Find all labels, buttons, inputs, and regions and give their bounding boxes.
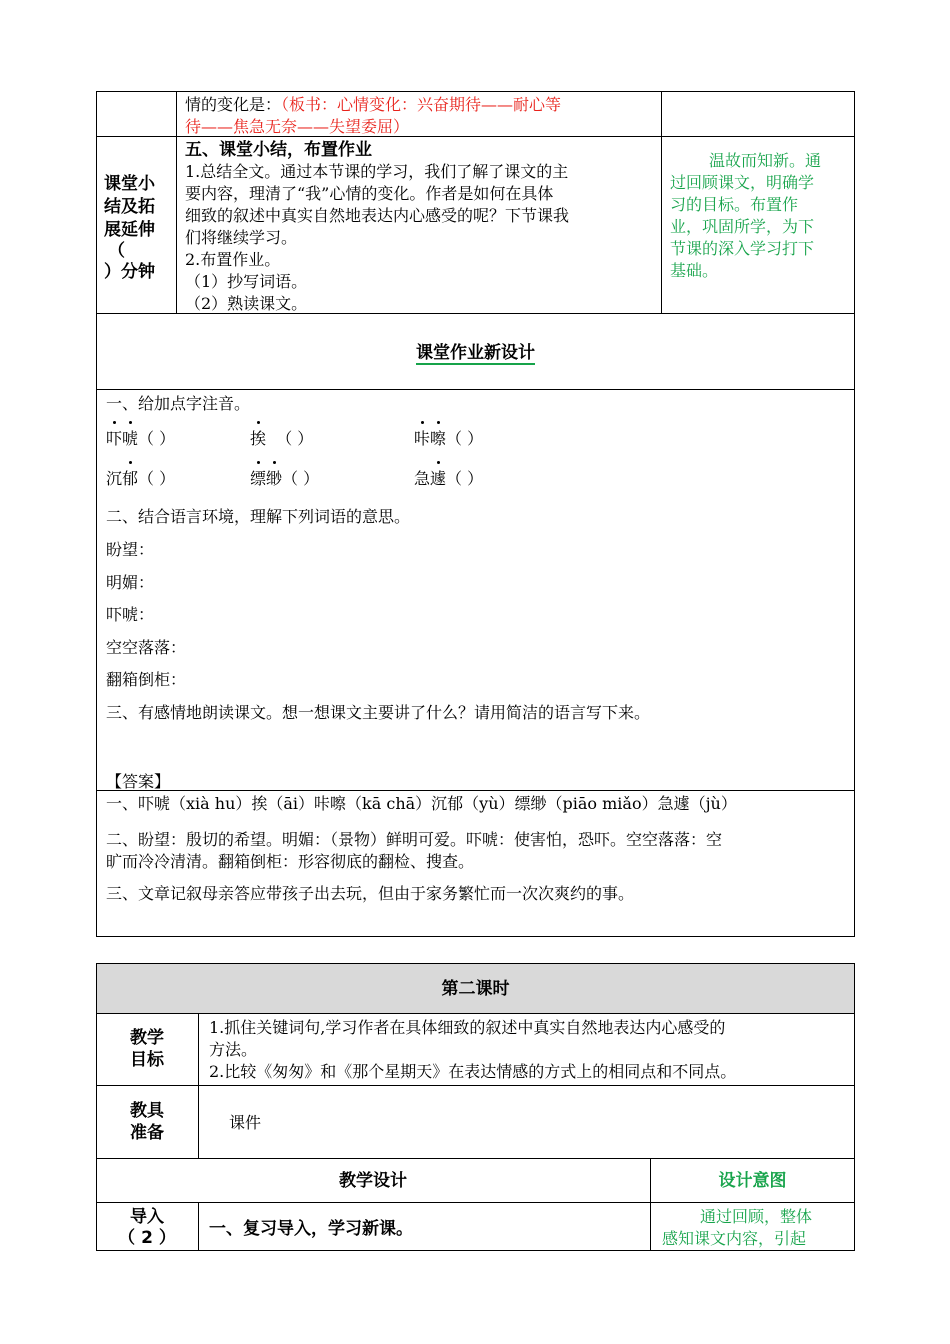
intro-intent-line: 感知课文内容，引起 [662, 1229, 807, 1248]
q1-item [250, 468, 319, 490]
intent-line: 业，巩固所学，为下 [670, 217, 815, 236]
board-note: （板书：心情变化：兴奋期待——耐心等 [281, 95, 562, 114]
table1-border-left [96, 91, 97, 937]
dotted-char: 遽 [430, 469, 447, 488]
intent-header: 设计意图 [718, 1171, 787, 1191]
homework-title-cell [96, 342, 855, 364]
intro-text: 一、复习导入，学习新课。 [209, 1219, 413, 1239]
tools-label-2: 准备 [130, 1123, 164, 1143]
answer-line-4: 三、文章记叙母亲答应带孩子出去玩，但由于家务繁忙而一次次爽约的事。 [106, 884, 635, 903]
dotted-char: 咔 [414, 429, 431, 448]
table2-row-divider [96, 1158, 855, 1159]
answer-blank: （ ） [282, 469, 320, 488]
q1-item [414, 468, 483, 490]
table1-row-divider [96, 389, 855, 390]
answer-blank: （ ） [138, 429, 176, 448]
q2-word: 盼望： [106, 540, 155, 559]
answer-blank: （ ） [276, 429, 314, 448]
q1-item [106, 468, 175, 490]
q2-word: 明媚： [106, 573, 155, 592]
intent-line: 过回顾课文，明确学 [670, 173, 815, 192]
intent-line: 习的目标。布置作 [670, 195, 799, 214]
summary-label-1: 课堂小 [104, 174, 155, 194]
summary-label-3: 展延伸 [104, 220, 155, 240]
tools-value: 课件 [229, 1113, 262, 1132]
q2-word: 翻箱倒柜： [106, 670, 187, 689]
table1-border-right [854, 91, 855, 937]
table1-border-bottom [96, 936, 855, 937]
table2-col-divider [198, 1202, 199, 1251]
answer-blank: （ ） [138, 469, 176, 488]
summary-line: 要内容，理清了“我”心情的变化。作者是如何在具体 [185, 184, 554, 203]
answer-line-3: 旷而冷冷清清。翻箱倒柜：形容彻底的翻检、搜查。 [106, 852, 475, 871]
tools-label-1: 教具 [130, 1101, 164, 1121]
q1-title: 一、给加点字注音。 [106, 394, 251, 413]
table2-col-divider [198, 1013, 199, 1158]
table2-row-divider [96, 1202, 855, 1203]
intro-label-1: 导入 [130, 1207, 164, 1227]
goal-line: 2.比较《匆匆》和《那个星期天》在表达情感的方式上的相同点和不同点。 [209, 1062, 737, 1081]
dotted-char: 挨 [250, 429, 267, 448]
intent-line: 基础。 [670, 261, 719, 280]
q2-title: 二、结合语言环境，理解下列词语的意思。 [106, 507, 411, 526]
dotted-char: 缈 [266, 469, 283, 488]
plain-char: 沉 [106, 469, 123, 488]
lesson2-title: 第二课时 [441, 979, 510, 999]
summary-line: （1）抄写词语。 [185, 272, 308, 291]
summary-line: 细致的叙述中真实自然地表达内心感受的呢？下节课我 [185, 206, 570, 225]
goal-line: 1.抓住关键词句,学习作者在具体细致的叙述中真实自然地表达内心感受的 [209, 1018, 726, 1037]
q1-item [106, 428, 175, 450]
summary-line: 2.布置作业。 [185, 250, 281, 269]
table1-col-divider [176, 91, 177, 314]
intro-label-2: （ 2 ） [118, 1228, 176, 1248]
table2-row-divider [96, 1085, 855, 1086]
plain-char: 急 [414, 469, 431, 488]
goal-line: 方法。 [209, 1040, 258, 1059]
q1-item [414, 428, 483, 450]
answer-label: 【答案】 [106, 772, 171, 791]
table1-col-divider [661, 91, 662, 314]
table2-border-top [96, 963, 855, 964]
intro-intent-line: 通过回顾，整体 [700, 1207, 813, 1226]
homework-title: 课堂作业新设计 [416, 343, 535, 363]
board-text-line-2: 待——焦急无奈——失望委屈） [185, 117, 410, 136]
intent-line: 温故而知新。通 [709, 151, 822, 170]
intent-line: 节课的深入学习打下 [670, 239, 815, 258]
answer-line-1: 一、吓唬（xià hu）挨（āi）咔嚓（kā chā）沉郁（yù）缥缈（piāo miǎo）急遽（jù） [106, 794, 737, 813]
q1-item [250, 428, 313, 450]
summary-line: （2）熟读课文。 [185, 294, 308, 313]
table2-border-right [854, 963, 855, 1251]
summary-heading: 五、课堂小结，布置作业 [185, 140, 372, 160]
q3-title: 三、有感情地朗读课文。想一想课文主要讲了什么？请用简洁的语言写下来。 [106, 703, 651, 722]
goals-label-1: 教学 [130, 1028, 164, 1048]
answer-blank: （ ） [446, 429, 484, 448]
summary-line: 们将继续学习。 [185, 228, 298, 247]
goals-label-2: 目标 [130, 1050, 164, 1070]
summary-label-5: ）分钟 [104, 262, 155, 282]
q2-word: 吓唬： [106, 605, 155, 624]
answer-line-2: 二、盼望：殷切的希望。明媚：（景物）鲜明可爱。吓唬：使害怕，恐吓。空空落落：空 [106, 830, 723, 849]
table2-row-divider [96, 1013, 855, 1014]
board-prefix: 情的变化是： [185, 95, 282, 114]
answer-blank: （ ） [446, 469, 484, 488]
dotted-char: 郁 [122, 469, 139, 488]
q2-word: 空空落落： [106, 638, 187, 657]
summary-label-4: （ [108, 241, 125, 261]
design-header: 教学设计 [339, 1171, 407, 1191]
dotted-char: 嚓 [430, 429, 447, 448]
summary-label-2: 结及拓 [104, 197, 155, 217]
dotted-char: 唬 [122, 429, 139, 448]
dotted-char: 吓 [106, 429, 123, 448]
summary-line: 1.总结全文。通过本节课的学习，我们了解了课文的主 [185, 162, 569, 181]
dotted-char: 缥 [250, 469, 267, 488]
table2-border-bottom [96, 1250, 855, 1251]
table1-row-divider [96, 790, 855, 791]
board-text-line-1 [185, 94, 561, 116]
table1-border-top [96, 91, 855, 92]
